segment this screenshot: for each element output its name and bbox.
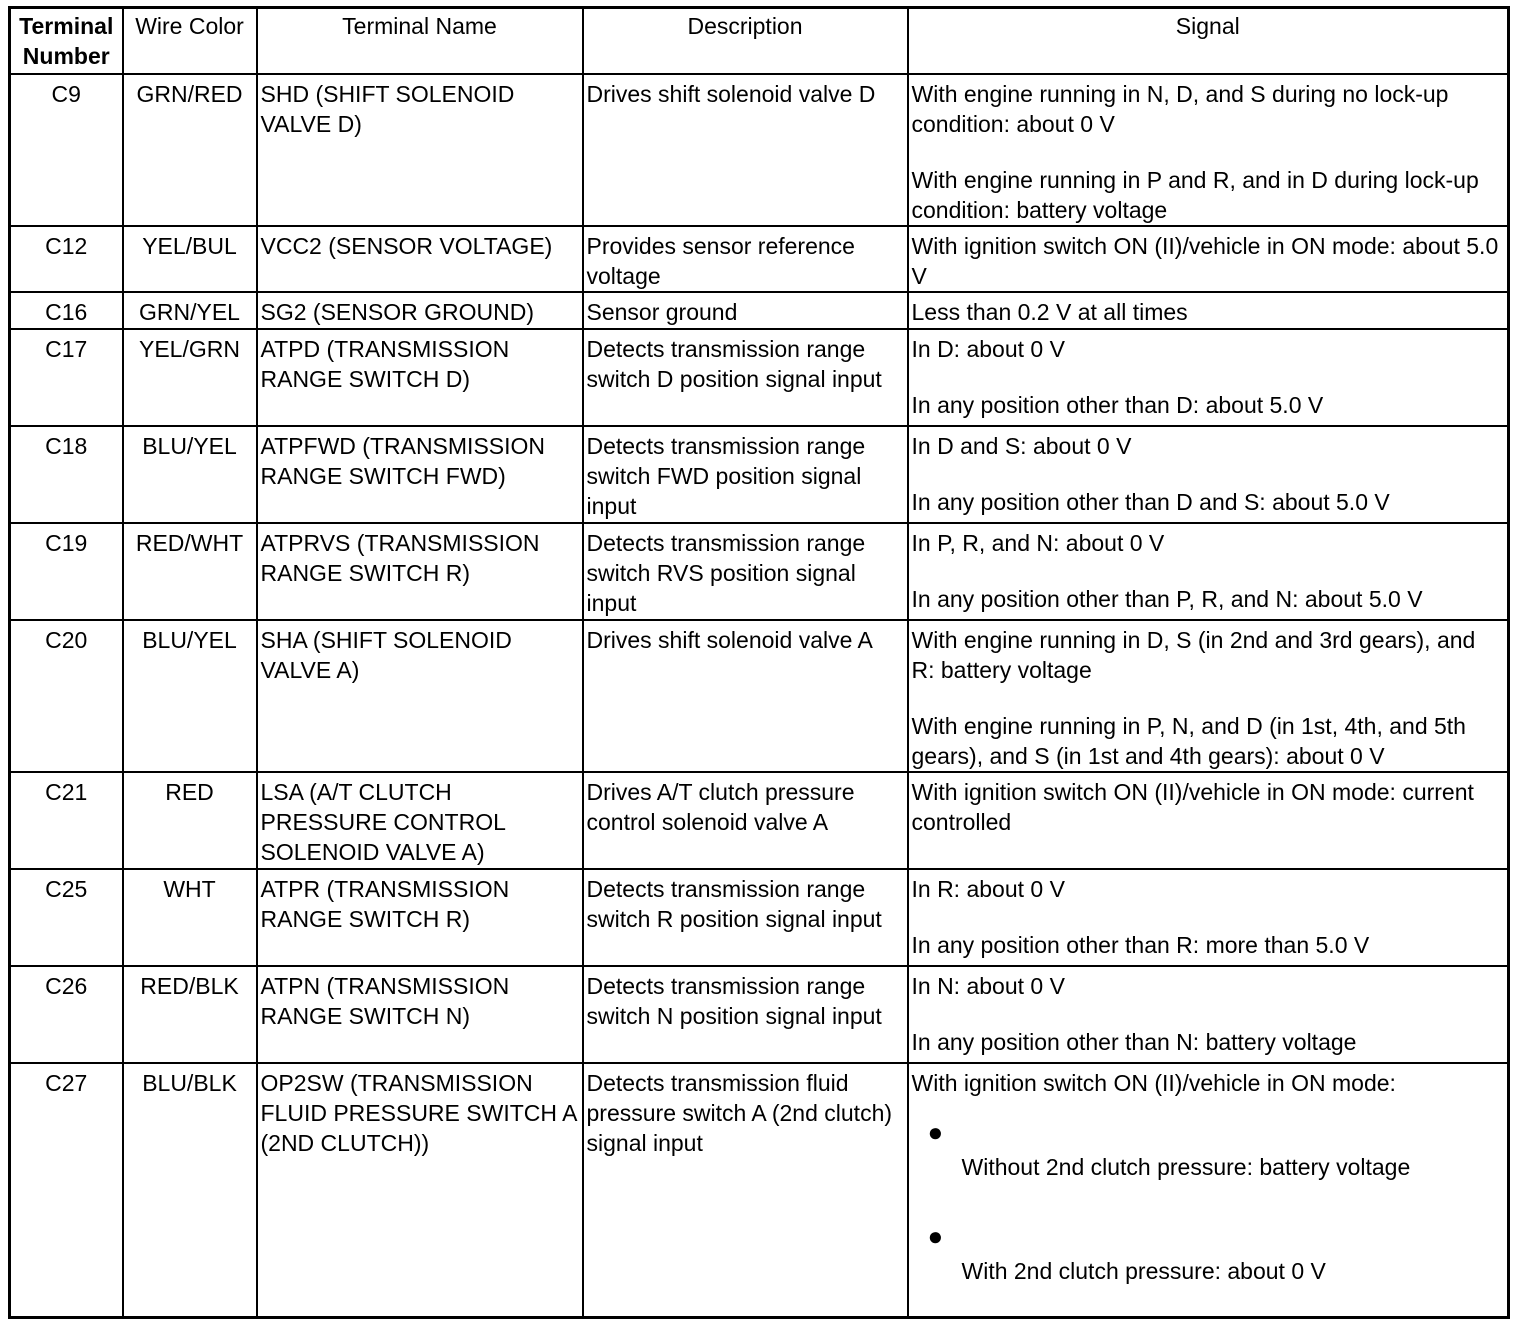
table-row bbox=[10, 966, 1509, 1063]
signal-cell bbox=[908, 1063, 1509, 1318]
signal-line: In P, R, and N: about 0 V bbox=[911, 529, 1165, 556]
terminal-cell: C16 bbox=[10, 292, 123, 329]
description-cell: Drives A/T clutch pressure control solenoid valve A bbox=[583, 772, 908, 869]
signal-line: In any position other than D and S: about 5.0 V bbox=[911, 488, 1390, 515]
terminal-name-cell: ATPD (TRANSMISSION RANGE SWITCH D) bbox=[257, 329, 583, 426]
signal-line: In D: about 0 V bbox=[911, 335, 1065, 362]
table-row bbox=[10, 74, 1509, 226]
table-row bbox=[10, 523, 1509, 620]
table-row bbox=[10, 329, 1509, 426]
signal-cell bbox=[908, 772, 1509, 869]
description-cell: Drives shift solenoid valve A bbox=[583, 620, 908, 772]
signal-line: With engine running in P, N, and D (in 1st, 4th, and 5th gears), and S (in 1st and 4th gears): about 0 V bbox=[911, 712, 1466, 769]
terminal-name-cell: SHD (SHIFT SOLENOID VALVE D) bbox=[257, 74, 583, 226]
bullet-item: Without 2nd clutch pressure: battery voltage bbox=[961, 1153, 1411, 1180]
terminal-name-cell: ATPN (TRANSMISSION RANGE SWITCH N) bbox=[257, 966, 583, 1063]
terminal-cell: C9 bbox=[10, 74, 123, 226]
terminal-cell: C21 bbox=[10, 772, 123, 869]
wire-color-cell: RED/WHT bbox=[123, 523, 257, 620]
wire-color-cell: GRN/YEL bbox=[123, 292, 257, 329]
bullet-icon: ● bbox=[927, 1220, 944, 1251]
header-description: Description bbox=[583, 8, 908, 74]
signal-cell bbox=[908, 426, 1509, 523]
terminal-name-cell: LSA (A/T CLUTCH PRESSURE CONTROL SOLENOID VALVE A) bbox=[257, 772, 583, 869]
terminal-cell: C26 bbox=[10, 966, 123, 1063]
terminal-cell: C19 bbox=[10, 523, 123, 620]
signal-line: In any position other than N: battery voltage bbox=[911, 1028, 1357, 1055]
description-cell: Detects transmission range switch R position signal input bbox=[583, 869, 908, 966]
terminal-name-cell: OP2SW (TRANSMISSION FLUID PRESSURE SWITCH A (2ND CLUTCH)) bbox=[257, 1063, 583, 1318]
description-cell: Drives shift solenoid valve D bbox=[583, 74, 908, 226]
signal-cell bbox=[908, 74, 1509, 226]
bullet-item: With 2nd clutch pressure: about 0 V bbox=[961, 1257, 1326, 1284]
signal-cell bbox=[908, 292, 1509, 329]
signal-cell bbox=[908, 523, 1509, 620]
table-row bbox=[10, 226, 1509, 292]
description-cell: Detects transmission range switch N position signal input bbox=[583, 966, 908, 1063]
signal-line: With ignition switch ON (II)/vehicle in ON mode: about 5.0 V bbox=[911, 232, 1499, 289]
signal-line: With ignition switch ON (II)/vehicle in ON mode: current controlled bbox=[911, 778, 1474, 835]
signal-line: With engine running in P and R, and in D during lock-up condition: battery voltage bbox=[911, 166, 1479, 223]
terminal-name-cell: ATPFWD (TRANSMISSION RANGE SWITCH FWD) bbox=[257, 426, 583, 523]
signal-line: With engine running in D, S (in 2nd and 3rd gears), and R: battery voltage bbox=[911, 626, 1476, 683]
signal-cell bbox=[908, 620, 1509, 772]
bullet-icon: ● bbox=[927, 1116, 944, 1147]
signal-line: With ignition switch ON (II)/vehicle in ON mode: bbox=[911, 1069, 1396, 1096]
signal-cell bbox=[908, 329, 1509, 426]
signal-line: Less than 0.2 V at all times bbox=[911, 298, 1188, 325]
wire-color-cell: RED/BLK bbox=[123, 966, 257, 1063]
signal-cell bbox=[908, 869, 1509, 966]
wire-color-cell: BLU/YEL bbox=[123, 426, 257, 523]
table-row bbox=[10, 869, 1509, 966]
signal-line: In any position other than D: about 5.0 V bbox=[911, 391, 1324, 418]
terminal-name-cell: SG2 (SENSOR GROUND) bbox=[257, 292, 583, 329]
header-terminal-number: Terminal Number bbox=[10, 8, 123, 74]
table-row bbox=[10, 426, 1509, 523]
terminal-table bbox=[8, 6, 1510, 1319]
terminal-name-cell: SHA (SHIFT SOLENOID VALVE A) bbox=[257, 620, 583, 772]
terminal-name-cell: ATPRVS (TRANSMISSION RANGE SWITCH R) bbox=[257, 523, 583, 620]
wire-color-cell: WHT bbox=[123, 869, 257, 966]
description-cell: Detects transmission range switch FWD position signal input bbox=[583, 426, 908, 523]
signal-cell bbox=[908, 966, 1509, 1063]
header-wire-color: Wire Color bbox=[123, 8, 257, 74]
terminal-name-cell: VCC2 (SENSOR VOLTAGE) bbox=[257, 226, 583, 292]
description-cell: Detects transmission range switch D position signal input bbox=[583, 329, 908, 426]
description-cell: Sensor ground bbox=[583, 292, 908, 329]
signal-line: In D and S: about 0 V bbox=[911, 432, 1132, 459]
wire-color-cell: GRN/RED bbox=[123, 74, 257, 226]
table-row bbox=[10, 292, 1509, 329]
signal-cell bbox=[908, 226, 1509, 292]
signal-line: In any position other than R: more than 5.0 V bbox=[911, 931, 1370, 958]
signal-line: In N: about 0 V bbox=[911, 972, 1065, 999]
bullet-list bbox=[912, 1108, 1505, 1316]
terminal-cell: C17 bbox=[10, 329, 123, 426]
signal-line: In any position other than P, R, and N: about 5.0 V bbox=[911, 585, 1423, 612]
terminal-name-cell: ATPR (TRANSMISSION RANGE SWITCH R) bbox=[257, 869, 583, 966]
wire-color-cell: BLU/BLK bbox=[123, 1063, 257, 1318]
table-row bbox=[10, 620, 1509, 772]
terminal-cell: C20 bbox=[10, 620, 123, 772]
header-terminal-name: Terminal Name bbox=[257, 8, 583, 74]
wire-color-cell: RED bbox=[123, 772, 257, 869]
signal-line: In R: about 0 V bbox=[911, 875, 1065, 902]
terminal-cell: C27 bbox=[10, 1063, 123, 1318]
terminal-cell: C12 bbox=[10, 226, 123, 292]
table-row bbox=[10, 1063, 1509, 1318]
header-signal: Signal bbox=[908, 8, 1509, 74]
table-row bbox=[10, 772, 1509, 869]
terminal-cell: C25 bbox=[10, 869, 123, 966]
wire-color-cell: YEL/BUL bbox=[123, 226, 257, 292]
description-cell: Provides sensor reference voltage bbox=[583, 226, 908, 292]
header-row bbox=[10, 8, 1509, 74]
wire-color-cell: BLU/YEL bbox=[123, 620, 257, 772]
description-cell: Detects transmission range switch RVS position signal input bbox=[583, 523, 908, 620]
signal-line: With engine running in N, D, and S during no lock-up condition: about 0 V bbox=[911, 80, 1449, 137]
wire-color-cell: YEL/GRN bbox=[123, 329, 257, 426]
terminal-cell: C18 bbox=[10, 426, 123, 523]
description-cell: Detects transmission fluid pressure switch A (2nd clutch) signal input bbox=[583, 1063, 908, 1318]
